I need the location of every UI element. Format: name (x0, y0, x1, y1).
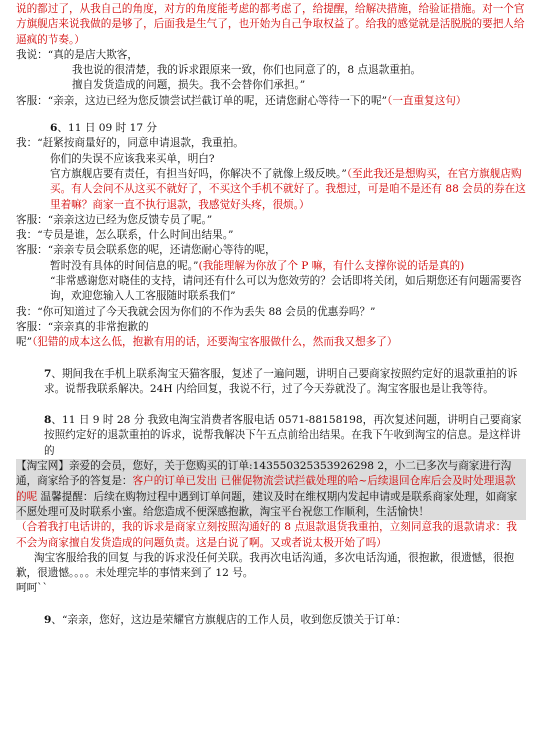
annotation-note: （一直重复这句） (387, 94, 467, 107)
taobao-sms-message (16, 459, 526, 520)
cs-speech-1 (16, 94, 526, 109)
s6-me-speech-3 (16, 305, 526, 320)
section-text: 、11 日 9 时 28 分 我致电淘宝消费者客服电话 0571-88158198，再次复述问题，讲明自己要商家按照约定好的退款重拍的诉求，说帮我解决下午五点前给出结果。在我下午收到淘宝的信息。是这样讲的 (44, 414, 522, 457)
section-8-tail: 淘宝客服给我的回复 与我的诉求没任何关联。我再次电话沟通，多次电话沟通，很抱歉，很遗憾，很抱歉，很遗憾。。。。未处理完毕的事情来到了 12 号。 (16, 551, 515, 580)
section-9 (16, 613, 526, 628)
sms-text: 温馨提醒：后续在购物过程中遇到订单问题，建议及时在维权期内发起申请或是联系商家处理，如商家不愿处理可及时联系小蜜。给您造成不便深感抱歉，淘宝平台祝您工作顺利，生活愉快！ (16, 490, 518, 518)
speaker-label: 客服： (16, 213, 48, 226)
sms-text: 【淘宝网】亲爱的会员，您好，关于您购买的订单:143550325353926298 2，小二已多次与商家进行沟通，商家给予的答复是： (16, 460, 512, 488)
speaker-label: 客服： (16, 94, 48, 107)
s6-me-speech-2 (16, 228, 526, 243)
quote-line: 我也说的很清楚，我的诉求跟原来一致，你们也同意了的，8 点退款重拍。 (72, 64, 422, 77)
speaker-label: 客服： (16, 244, 48, 257)
annotation-note: （犯错的成本这么低，抱歉有用的话，还要淘宝客服做什么，然而我又想多了） (32, 336, 398, 349)
annotation-note: (我能理解为你放了个 P 嘛，有什么支撑你说的话是真的) (198, 259, 465, 272)
section-number: 9 (44, 613, 52, 626)
section-8-end: 呵呵`` (16, 582, 48, 595)
system-message: “非常感谢您对晓佳的支持，请问还有什么可以为您效劳的？会话即将关闭，如后期您还有问题需要咨询，欢迎您输入人工客服随时联系我们” (50, 275, 522, 303)
merchant-reply: 客户的订单已发出 已催促物流尝试拦截处理的哈~后续退回仓库后会及时处理退款的呢 (16, 475, 516, 503)
s6-cs-speech-2-cont (16, 259, 526, 274)
s6-cs-speech-2 (16, 243, 526, 258)
speaker-label: 客服： (16, 320, 48, 333)
section-8 (16, 413, 526, 459)
annotation-note: （至此我还是想购买，在官方旗舰店购买。有人会问不从这买不就好了，不买这个手机不就好了。我想过，可是咱不是还有 88 会员的券在这里着嘛？商家一直不执行退款，我感觉好头疼，很烦。） (50, 167, 526, 211)
speaker-label: 我： (16, 229, 38, 242)
section-number: 6 (50, 122, 58, 135)
section-time: 、11 日 09 时 17 分 (57, 122, 158, 135)
quote-text: “亲亲这边已经为您反馈专员了呢。” (47, 213, 213, 226)
s6-cs-speech-3 (16, 320, 526, 351)
quote-line: 你们的失误不应该我来买单，明白? (50, 152, 215, 165)
s6-me-speech (16, 136, 526, 151)
section-7 (16, 367, 526, 398)
s6-cs-speech-1 (16, 213, 526, 228)
quote-line: 擅自发货造成的问题，损失。我不会替你们承担。” (72, 79, 306, 92)
annotation-note: （合着我打电话讲的，我的诉求是商家立刻按照沟通好的 8 点退款退货我重拍，立刻同意我的退款请求：我不会为商家擅自发货造成的问题负责。这是白说了啊。又或者说太极开始了吗） (16, 521, 517, 549)
speaker-label: 我： (16, 305, 38, 318)
speaker-label: 我说： (16, 48, 48, 61)
quote-line: 官方旗舰店要有责任，有担当好吗，你解决不了就像上级反映。” (50, 167, 347, 180)
quote-text: “你可知道过了今天我就会因为你们的不作为丢失 88 会员的优惠券吗？” (37, 305, 376, 318)
quote-text: “亲亲真的非常抱歉的呢” (16, 320, 149, 349)
me-speech-1 (16, 48, 526, 63)
section-text: 、“亲亲，您好，这边是荣耀官方旗舰店的工作人员，收到您反馈关于订单： (51, 613, 407, 626)
quote-text: “专员是谁，怎么联系，什么时间出结果。” (37, 229, 234, 242)
quote-line: “赶紧按商量好的，同意申请退款，我重拍。 (37, 137, 244, 150)
paragraph-intro: 说的都过了，从我自己的角度，对方的角度能考虑的都考虑了，给提醒，给解决措施，给验证措施。对一个官方旗舰店来说我做的是够了，后面我是生气了，也开始为自己争取权益了。给我的感觉就是活脱脱的要把人给逼疯的节奏。） (16, 3, 525, 46)
section-text: 、期间我在手机上联系淘宝天猫客服，复述了一遍问题，讲明自己要商家按照约定好的退款重拍的诉求。说帮我联系解决。24H 内给回复，我说不行，过了今天券就没了。淘宝客服也是让我等待。 (44, 367, 518, 395)
section-6-heading (16, 121, 526, 136)
quote-line: 暂时没有具体的时间信息的呢。” (50, 259, 199, 272)
quote-text: “亲亲，这边已经为您反馈尝试拦截订单的呢，还请您耐心等待一下的呢” (47, 94, 388, 107)
section-number: 7 (44, 367, 52, 380)
quote-line: “真的是店大欺客， (47, 48, 138, 61)
quote-line: “亲亲专员会联系您的呢，还请您耐心等待的呢， (47, 244, 276, 257)
s6-me-speech-cont (16, 167, 526, 213)
speaker-label: 我： (16, 137, 38, 150)
section-number: 8 (44, 414, 52, 427)
